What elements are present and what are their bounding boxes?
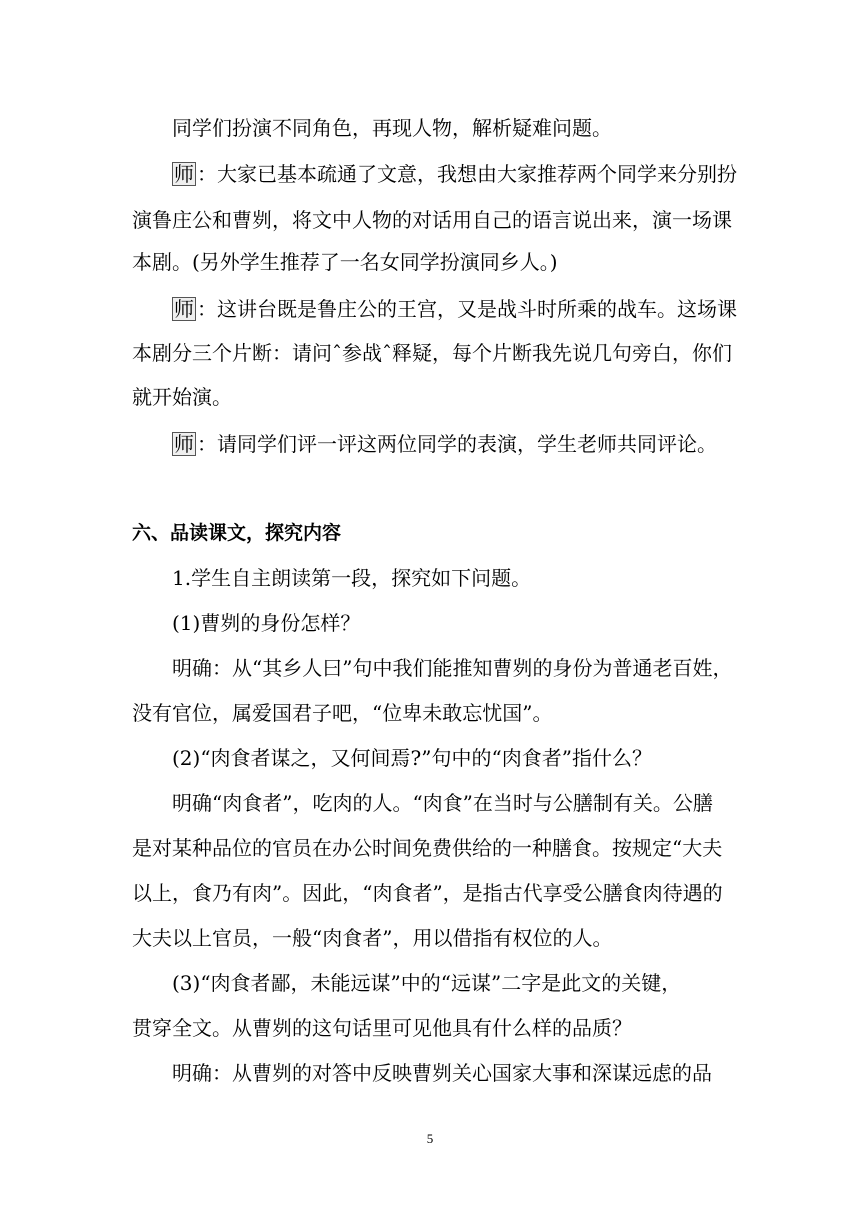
answer-3-line-1: 明确：从曹刿的对答中反映曹刿关心国家大事和深谋远虑的品	[172, 1061, 712, 1085]
teacher-paragraph-2-line-1	[172, 297, 737, 321]
paragraph-text: ：请同学们评一评这两位同学的表演，学生老师共同评论。	[197, 432, 717, 456]
teacher-paragraph-2-line-3: 就开始演。	[132, 385, 232, 409]
teacher-paragraph-2-line-2: 本剧分三个片断：请问ˆ参战ˆ释疑，每个片断我先说几句旁白，你们	[132, 341, 732, 365]
page-number: 5	[426, 1131, 434, 1146]
section-heading: 六、品读课文，探究内容	[132, 522, 342, 544]
answer-1-line-2: 没有官位，属爱国君子吧，“位卑未敢忘忧国”。	[132, 701, 553, 725]
answer-2-line-3: 以上，食乃有肉”。因此，“肉食者”，是指古代享受公膳食肉待遇的	[132, 881, 723, 905]
answer-2-line-1: 明确“肉食者”，吃肉的人。“肉食”在当时与公膳制有关。公膳	[172, 791, 713, 815]
item-1: 1.学生自主朗读第一段，探究如下问题。	[172, 566, 532, 590]
teacher-paragraph-3-line-1	[172, 432, 717, 456]
teacher-label: 师	[174, 297, 194, 321]
answer-2-line-2: 是对某种品位的官员在办公时间免费供给的一种膳食。按规定“大夫	[132, 836, 723, 860]
teacher-paragraph-1-line-1	[172, 162, 737, 186]
teacher-paragraph-1-line-2: 演鲁庄公和曹刿，将文中人物的对话用自己的语言说出来，演一场课	[132, 208, 732, 232]
paragraph-intro: 同学们扮演不同角色，再现人物，解析疑难问题。	[172, 116, 612, 140]
teacher-paragraph-1-line-3: 本剧。(另外学生推荐了一名女同学扮演同乡人。)	[132, 250, 558, 274]
paragraph-text: ：这讲台既是鲁庄公的王宫，又是战斗时所乘的战车。这场课	[197, 297, 737, 321]
question-3-line-2: 贯穿全文。从曹刿的这句话里可见他具有什么样的品质？	[132, 1016, 632, 1040]
question-1: (1)曹刿的身份怎样？	[172, 611, 361, 635]
question-3-line-1: (3)“肉食者鄙，未能远谋”中的“远谋”二字是此文的关键，	[172, 971, 682, 995]
answer-2-line-4: 大夫以上官员，一般“肉食者”，用以借指有权位的人。	[132, 926, 613, 950]
answer-1-line-1: 明确：从“其乡人曰”句中我们能推知曹刿的身份为普通老百姓，	[172, 656, 733, 680]
teacher-label: 师	[174, 432, 194, 456]
question-2: (2)“肉食者谋之，又何间焉?”句中的“肉食者”指什么？	[172, 746, 652, 770]
teacher-label: 师	[174, 162, 194, 186]
paragraph-text: ：大家已基本疏通了文意，我想由大家推荐两个同学来分别扮	[197, 162, 737, 186]
